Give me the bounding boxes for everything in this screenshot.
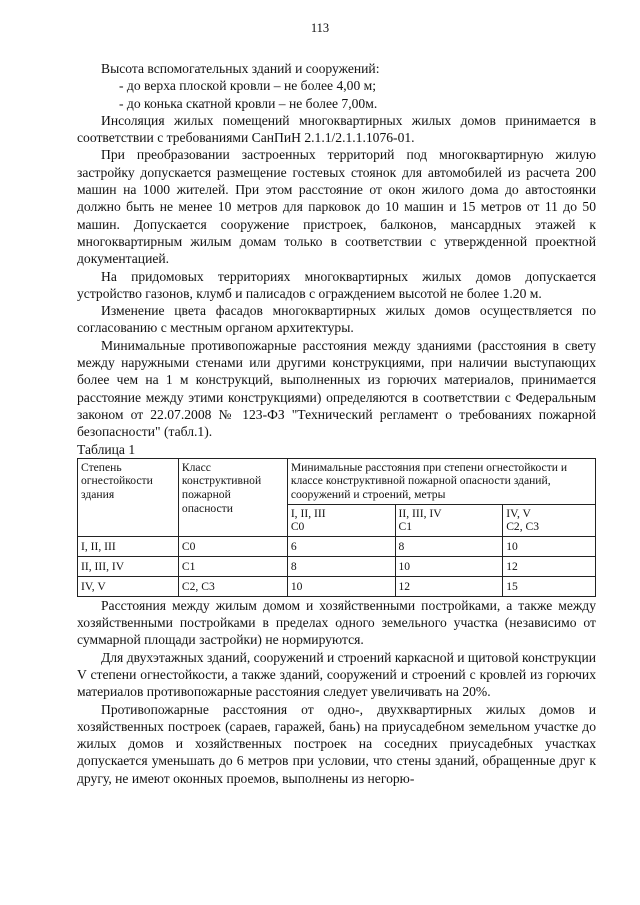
paragraph-outbuildings: Расстояния между жилым домом и хозяйственными постройками, а также между хозяйственными постройками в пределах одного земельного участка (независимо от суммарной площади застройки) не нормируются. <box>77 597 596 648</box>
header-fire-resistance: Степень огнестойкости здания <box>78 458 179 536</box>
height-item-pitched-roof: - до конька скатной кровли – не более 7,00м. <box>119 95 378 111</box>
cell-class: С2, С3 <box>178 576 287 596</box>
cell-distance: 12 <box>503 556 596 576</box>
cell-distance: 8 <box>395 536 503 556</box>
subheader-degree: I, II, III <box>290 506 326 520</box>
table-caption: Таблица 1 <box>77 441 136 457</box>
cell-distance: 10 <box>395 556 503 576</box>
cell-distance: 10 <box>503 536 596 556</box>
paragraph-fire-distances: Минимальные противопожарные расстояния между зданиями (расстояния в свету между наружными стенами или другими конструкциями, при наличии выступающих более чем на 1 м конструкций, выполненных из горючих материалов, принимается расстояние между этими конструкциями) определяются в соответствии с Федеральным законом от 22.07.2008 № 123-ФЗ "Технический регламент о требованиях пожарной безопасности" (табл.1). <box>77 337 596 440</box>
height-item-flat-roof: - до верха плоской кровли – не более 4,00 м; <box>119 78 377 94</box>
page-content <box>77 60 596 787</box>
cell-degree: II, III, IV <box>78 556 179 576</box>
subheader-class: С0 <box>290 520 305 534</box>
paragraph-two-storey: Для двухэтажных зданий, сооружений и строений каркасной и щитовой конструкции V степени огнестойкости, а также зданий, сооружений и строений с кровлей из горючих материалов противопожарные расстояния следует увеличивать на 20%. <box>77 649 596 700</box>
table-row <box>78 576 596 596</box>
paragraph-household-plots: Противопожарные расстояния от одно-, двухквартирных жилых домов и хозяйственных построек (сараев, гаражей, бань) на приусадебном земельном участке до жилых домов и хозяйственных построек на соседних приусадебных участках допускается уменьшать до 6 метров при условии, что стены зданий, обращенные друг к другу, не имеют оконных проемов, выполнены из негорю- <box>77 701 596 786</box>
subheader-cell <box>287 504 395 536</box>
cell-distance: 15 <box>503 576 596 596</box>
table-header-row <box>78 458 596 504</box>
cell-class: С0 <box>178 536 287 556</box>
fire-distance-table <box>77 458 596 597</box>
height-heading: Высота вспомогательных зданий и сооружений: <box>101 61 380 76</box>
cell-degree: IV, V <box>78 576 179 596</box>
cell-distance: 6 <box>287 536 395 556</box>
cell-degree: I, II, III <box>78 536 179 556</box>
subheader-degree: IV, V <box>506 506 531 520</box>
subheader-degree: II, III, IV <box>398 506 442 520</box>
table-row <box>78 556 596 576</box>
paragraph-lawns: На придомовых территориях многоквартирных жилых домов допускается устройство газонов, клумб и палисадов с ограждением высотой не более 1.20 м. <box>77 268 596 301</box>
cell-distance: 12 <box>395 576 503 596</box>
paragraph-parking: При преобразовании застроенных территорий под многоквартирную жилую застройку допускается размещение гостевых стоянок для автомобилей из расчета 200 машин на 1000 жителей. При этом расстояние от окон жилого дома до автостоянки должно быть не менее 10 метров для парковок до 10 машин и 15 метров от 11 до 50 машин. Допускается сооружение пристроек, балконов, мансардных этажей к многоквартирным жилым домам только в соответствии с утвержденной проектной документацией. <box>77 147 596 267</box>
subheader-cell <box>503 504 596 536</box>
paragraph-insolation: Инсоляция жилых помещений многоквартирных жилых домов принимается в соответствии с требованиями СанПиН 2.1.1/2.1.1.1076-01. <box>77 112 596 146</box>
header-hazard-class: Класс конструктивной пожарной опасности <box>178 458 287 536</box>
subheader-class: С2, С3 <box>506 520 540 534</box>
subheader-cell <box>395 504 503 536</box>
subheader-class: С1 <box>398 520 413 534</box>
paragraph-facade-color: Изменение цвета фасадов многоквартирных жилых домов осуществляется по согласованию с местным органом архитектуры. <box>77 303 596 336</box>
cell-distance: 10 <box>287 576 395 596</box>
page-number: 113 <box>310 21 330 35</box>
cell-class: С1 <box>178 556 287 576</box>
header-min-distances: Минимальные расстояния при степени огнестойкости и классе конструктивной пожарной опасности зданий, сооружений и строений, метры <box>287 458 595 504</box>
table-row <box>78 536 596 556</box>
cell-distance: 8 <box>287 556 395 576</box>
